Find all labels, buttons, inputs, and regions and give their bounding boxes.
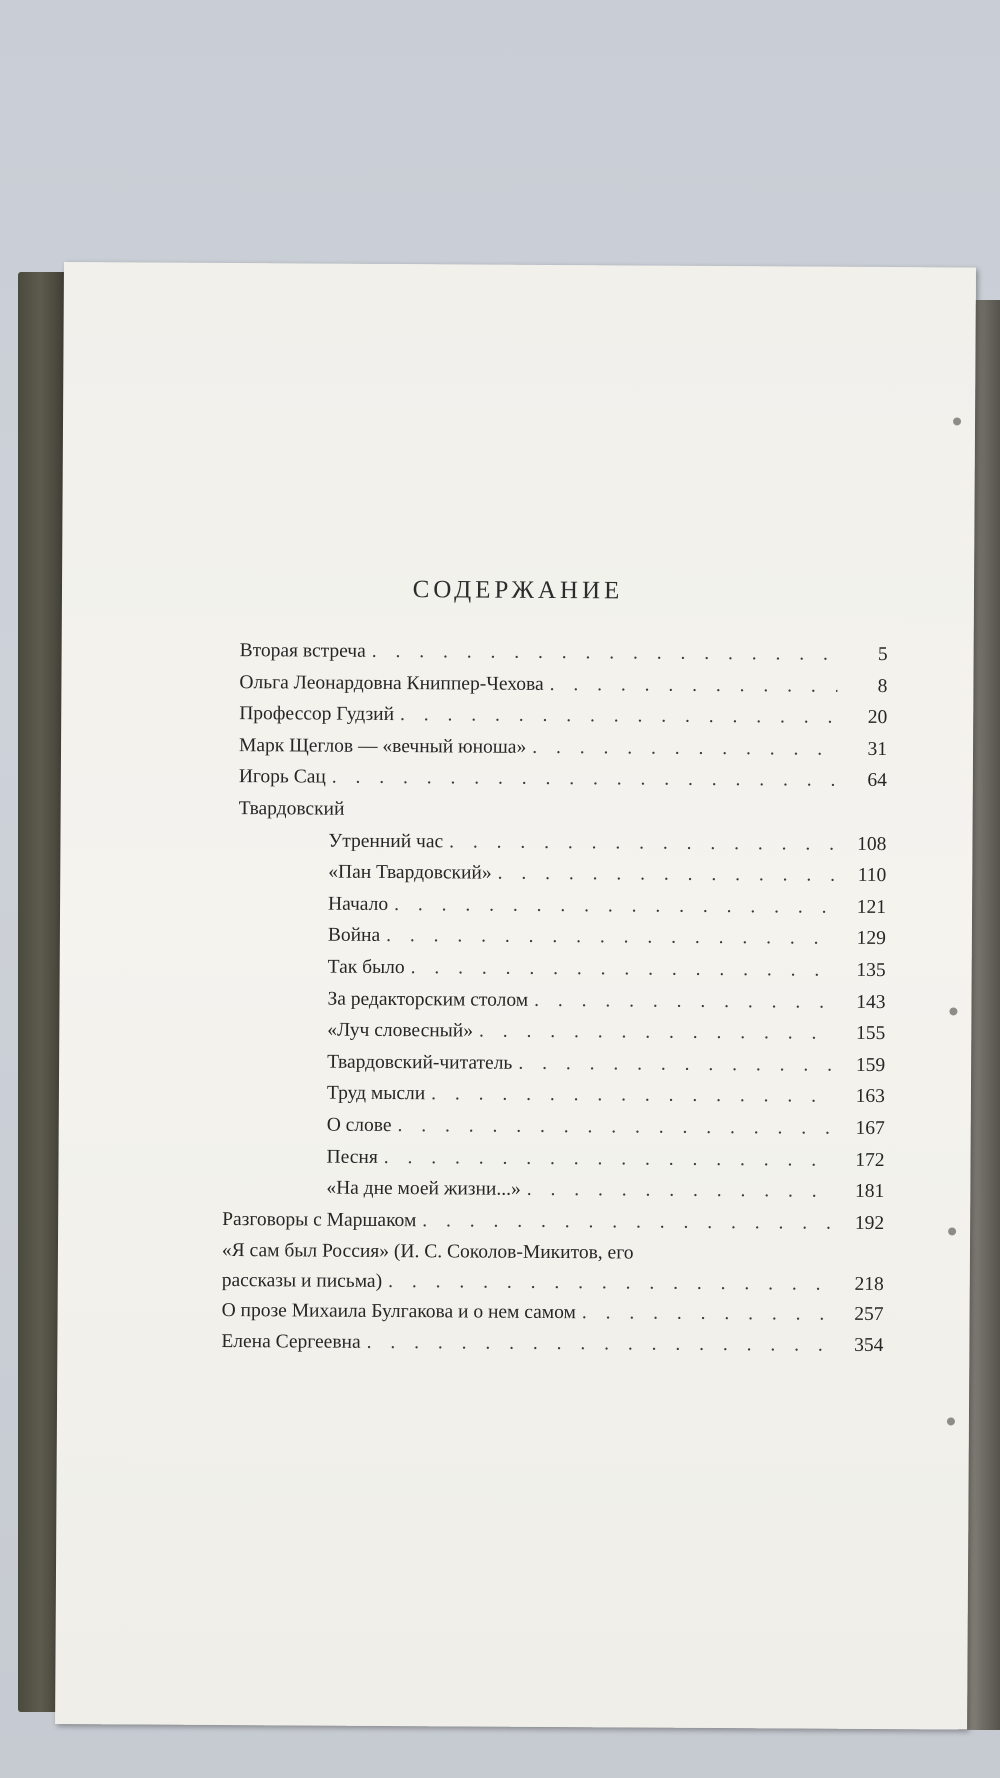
toc-entry-page: 31 (867, 738, 888, 760)
toc-entry-page: 110 (857, 865, 887, 887)
toc-entry (239, 730, 887, 766)
book-page (55, 262, 976, 1730)
toc-entry (239, 698, 887, 734)
toc-entry-title: Твардовский (238, 798, 345, 820)
toc-entry-page: 121 (856, 896, 887, 918)
toc-entry-title: Вторая встреча (239, 640, 366, 662)
toc-leader-dots (386, 920, 836, 954)
page-title: СОДЕРЖАНИЕ (412, 576, 624, 605)
toc-entry-title: Труд мысли (326, 1082, 426, 1105)
toc-entry-page: 64 (867, 770, 887, 792)
toc-subentry (236, 1172, 884, 1208)
toc-leader-dots (532, 732, 837, 765)
toc-entry (222, 1295, 884, 1331)
toc-entry-title: «Луч словесный» (327, 1019, 474, 1042)
toc-entry-title: Война (327, 924, 381, 947)
toc-leader-dots (400, 699, 837, 733)
toc-entry-title: «Я сам был Россия» (И. С. Соколов-Микитов, его (221, 1240, 634, 1264)
toc-subentry (237, 1077, 885, 1113)
toc-entry-title: Разговоры с Маршаком (222, 1208, 417, 1231)
toc-entry-title: Марк Щеглов — «вечный юноша» (238, 734, 527, 758)
toc-entry-title: Песня (326, 1146, 378, 1168)
toc-leader-dots (388, 1268, 834, 1299)
toc-leader-dots (479, 1016, 836, 1050)
toc-entry-title: «На дне моей жизни...» (326, 1177, 521, 1200)
toc-entry-title: Елена Сергеевна (221, 1331, 361, 1354)
toc-leader-dots (422, 1205, 834, 1239)
toc-entry-page: 163 (855, 1086, 885, 1108)
toc-subentry (238, 951, 886, 987)
toc-entry-page: 181 (855, 1180, 885, 1203)
toc-entry-page: 129 (856, 928, 886, 950)
toc-subentry (238, 825, 886, 861)
toc-leader-dots (384, 1141, 835, 1175)
table-of-contents (221, 635, 888, 1362)
toc-leader-dots (394, 889, 836, 923)
toc-section-heading (239, 793, 887, 829)
binding-hole (947, 1417, 955, 1425)
toc-entry-page: 257 (854, 1303, 884, 1325)
toc-entry-page: 218 (854, 1273, 884, 1295)
toc-subentry (236, 1141, 884, 1177)
toc-leader-dots (449, 826, 836, 860)
binding-holes (64, 262, 976, 268)
toc-leader-dots (431, 1079, 835, 1113)
toc-entry-page: 354 (854, 1335, 884, 1357)
toc-entry (222, 1204, 884, 1240)
toc-subentry (237, 1109, 885, 1145)
toc-leader-dots (332, 762, 837, 797)
toc-subentry (237, 983, 885, 1019)
toc-leader-dots (367, 1327, 834, 1361)
toc-leader-dots (534, 984, 836, 1017)
toc-subentry (238, 919, 886, 955)
toc-leader-dots (397, 1110, 834, 1144)
toc-entry-page: 5 (877, 643, 888, 666)
toc-entry-title: Игорь Сац (238, 766, 326, 788)
toc-entry-title: рассказы и письма) (221, 1269, 383, 1292)
toc-entry-title: О слове (326, 1114, 392, 1136)
toc-entry (240, 635, 888, 671)
toc-entry-page: 108 (857, 833, 887, 855)
toc-leader-dots (582, 1297, 834, 1330)
toc-entry-page: 159 (855, 1054, 886, 1076)
toc-entry-title: Начало (328, 893, 389, 915)
toc-leader-dots (550, 669, 838, 702)
toc-entry-title: За редакторским столом (327, 988, 529, 1011)
binding-hole (953, 417, 961, 425)
toc-entry-title: «Пан Твардовский» (328, 861, 492, 884)
binding-hole (949, 1007, 957, 1015)
toc-leader-dots (518, 1048, 835, 1082)
toc-entry-title: Утренний час (328, 830, 444, 852)
toc-entry-page: 143 (856, 991, 886, 1013)
toc-leader-dots (498, 858, 837, 892)
toc-entry-title: О прозе Михаила Булгакова и о нем самом (221, 1299, 576, 1324)
toc-entry-page: 167 (855, 1117, 885, 1139)
toc-entry (239, 761, 887, 797)
binding-hole (948, 1227, 956, 1235)
toc-entry-title: Твардовский-читатель (327, 1051, 513, 1074)
toc-subentry (238, 888, 886, 924)
toc-leader-dots (527, 1174, 835, 1207)
toc-entry-title: Ольга Леонардовна Книппер-Чехова (239, 671, 544, 695)
toc-entry-title: Так было (327, 956, 405, 979)
toc-subentry (237, 1046, 885, 1082)
toc-subentry (238, 856, 886, 892)
toc-entry-continuation (222, 1267, 884, 1299)
toc-entry-page: 8 (877, 675, 888, 697)
toc-entry-page: 135 (856, 959, 886, 981)
toc-leader-dots (372, 636, 838, 670)
toc-entry (239, 667, 887, 703)
toc-entry (222, 1235, 884, 1271)
toc-entry-title: Профессор Гудзий (239, 703, 395, 726)
toc-entry-page: 20 (867, 707, 888, 729)
toc-subentry (237, 1014, 885, 1050)
toc-entry-page: 155 (855, 1022, 886, 1045)
toc-entry-page: 192 (854, 1212, 885, 1234)
toc-entry (221, 1326, 883, 1362)
toc-entry-page: 172 (855, 1149, 885, 1171)
toc-leader-dots (411, 952, 836, 986)
